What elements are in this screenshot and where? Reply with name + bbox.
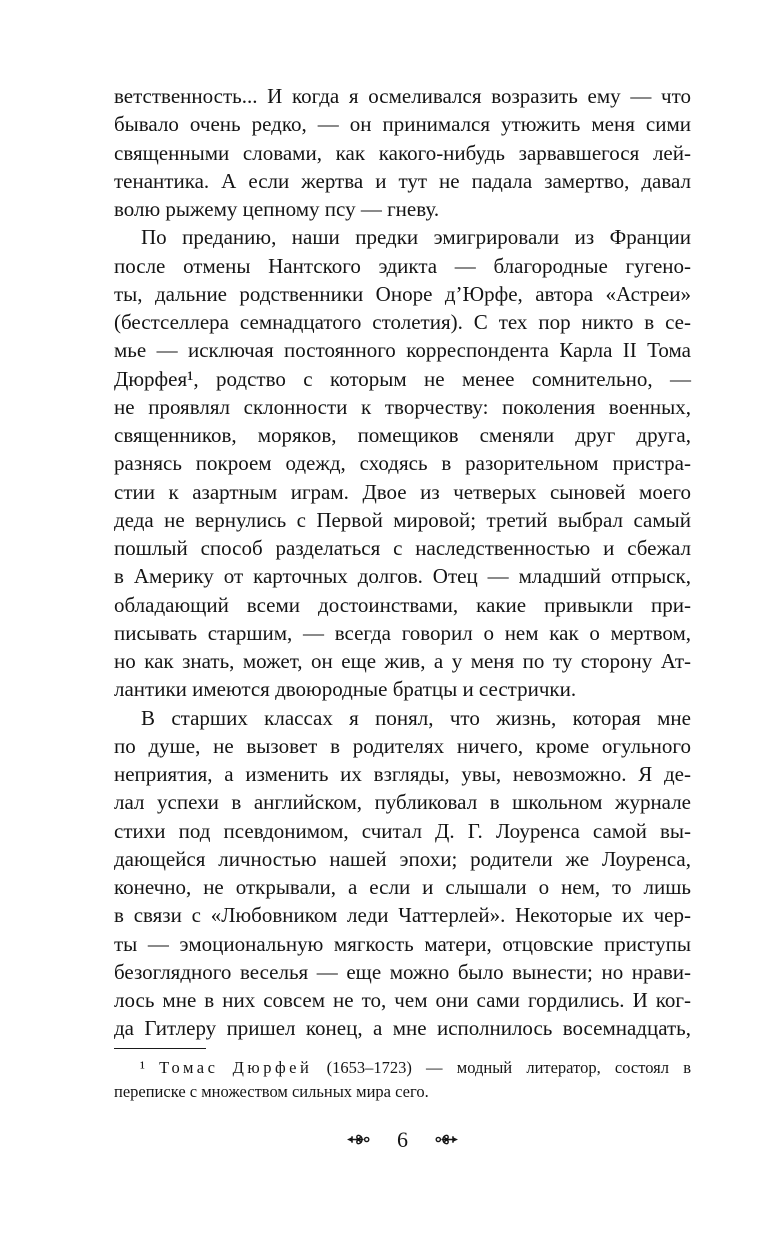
footnote-separator bbox=[114, 1048, 206, 1049]
paragraph bbox=[114, 1056, 691, 1105]
text-line: в связи с «Любовником леди Чаттерлей». Некоторые их чер- bbox=[114, 903, 691, 928]
letterspaced-name: Томас bbox=[159, 1057, 219, 1077]
text-line: мье — исключая постоянного корреспондента Карла II Тома bbox=[114, 338, 691, 363]
fleuron-right-icon bbox=[434, 1127, 459, 1152]
text-line: лось мне в них совсем не то, чем они сами гордились. И ког- bbox=[114, 988, 691, 1012]
text-line: дающейся личностью нашей эпохи; родители же Лоуренса, bbox=[114, 846, 691, 871]
text-line: ты — эмоциональную мягкость матери, отцовские приступы bbox=[114, 931, 691, 956]
text-line: стии к азартным играм. Двое из четверых сыновей моего bbox=[114, 479, 691, 504]
text-line: не проявлял склонности к творчеству: поколения военных, bbox=[114, 394, 691, 419]
text-line bbox=[114, 1080, 691, 1105]
text-line: конечно, не открывали, а если и слышали о нем, то лишь bbox=[114, 875, 691, 899]
text-line: обладающий всеми достоинствами, какие привыкли при- bbox=[114, 592, 691, 617]
text-line: волю рыжему цепному псу — гневу. bbox=[114, 197, 440, 221]
text-line: В старших классах я понял, что жизнь, которая мне bbox=[141, 705, 691, 730]
text-line: по душе, не вызовет в родителях ничего, кроме огульного bbox=[114, 733, 691, 758]
text-line: священников, моряков, помещиков сменяли друг друга, bbox=[114, 423, 691, 447]
text-line: священными словами, как какого-нибудь зарвавшегося лей- bbox=[114, 140, 691, 165]
text-line: По преданию, наши предки эмигрировали из Франции bbox=[141, 225, 691, 250]
text-line: деда не вернулись с Первой мировой; третий выбрал самый bbox=[114, 507, 691, 532]
text-line: (бестселлера семнадцатого столетия). С тех пор никто в се- bbox=[114, 310, 691, 334]
text-line: Дюрфея¹, родство с которым не менее сомнительно, — bbox=[114, 366, 691, 391]
text-line bbox=[114, 1056, 691, 1081]
text-segment: переписке с множеством сильных мира сего. bbox=[114, 1082, 429, 1101]
text-line: бывало очень редко, — он принимался утюжить меня сими bbox=[114, 112, 691, 137]
text-line: в Америку от карточных долгов. Отец — младший отпрыск, bbox=[114, 564, 691, 589]
text-line: лантики имеются двоюродные братцы и сестрички. bbox=[114, 677, 577, 702]
text-segment bbox=[218, 1058, 232, 1077]
text-line: писывать старшим, — всегда говорил о нем как о мертвом, bbox=[114, 620, 691, 645]
text-line: неприятия, а изменить их взгляды, увы, невозможно. Я де- bbox=[114, 762, 691, 786]
text-block bbox=[114, 82, 691, 1043]
text-segment: (1653–1723) — модный литератор, состоял в bbox=[312, 1057, 692, 1077]
text-line: ты, дальние родственники Оноре д’Юрфе, автора «Астреи» bbox=[114, 281, 691, 306]
text-line: тенантика. А если жертва и тут не падала замертво, давал bbox=[114, 168, 691, 193]
text-line: безоглядного веселья — еще можно было вынести; но нрави- bbox=[114, 959, 691, 984]
text-line: да Гитлеру пришел конец, а мне исполнилось восемнадцать, bbox=[114, 1016, 691, 1041]
page-footer bbox=[114, 1127, 691, 1153]
paragraph bbox=[114, 704, 691, 1043]
paragraph bbox=[114, 223, 691, 703]
fleuron-left-icon bbox=[346, 1127, 371, 1152]
letterspaced-name: Дюрфей bbox=[232, 1057, 313, 1077]
text-line: разнясь покроем одежд, сходясь в разорительном пристра- bbox=[114, 451, 691, 476]
page-number: 6 bbox=[397, 1126, 408, 1152]
text-line: пошлый способ разделаться с наследственностью и сбежал bbox=[114, 536, 691, 560]
paragraph bbox=[114, 82, 691, 223]
text-line: ветственность... И когда я осмеливался возразить ему — что bbox=[114, 84, 691, 108]
text-line: стихи под псевдонимом, считал Д. Г. Лоуренса самой вы- bbox=[114, 818, 691, 843]
footnote bbox=[114, 1056, 691, 1105]
text-segment: ¹ bbox=[140, 1057, 160, 1077]
text-line: лал успехи в английском, публиковал в школьном журнале bbox=[114, 790, 691, 815]
text-line: после отмены Нантского эдикта — благородные гугено- bbox=[114, 253, 691, 278]
text-line: но как знать, может, он еще жив, а у меня по ту сторону Ат- bbox=[114, 649, 691, 673]
